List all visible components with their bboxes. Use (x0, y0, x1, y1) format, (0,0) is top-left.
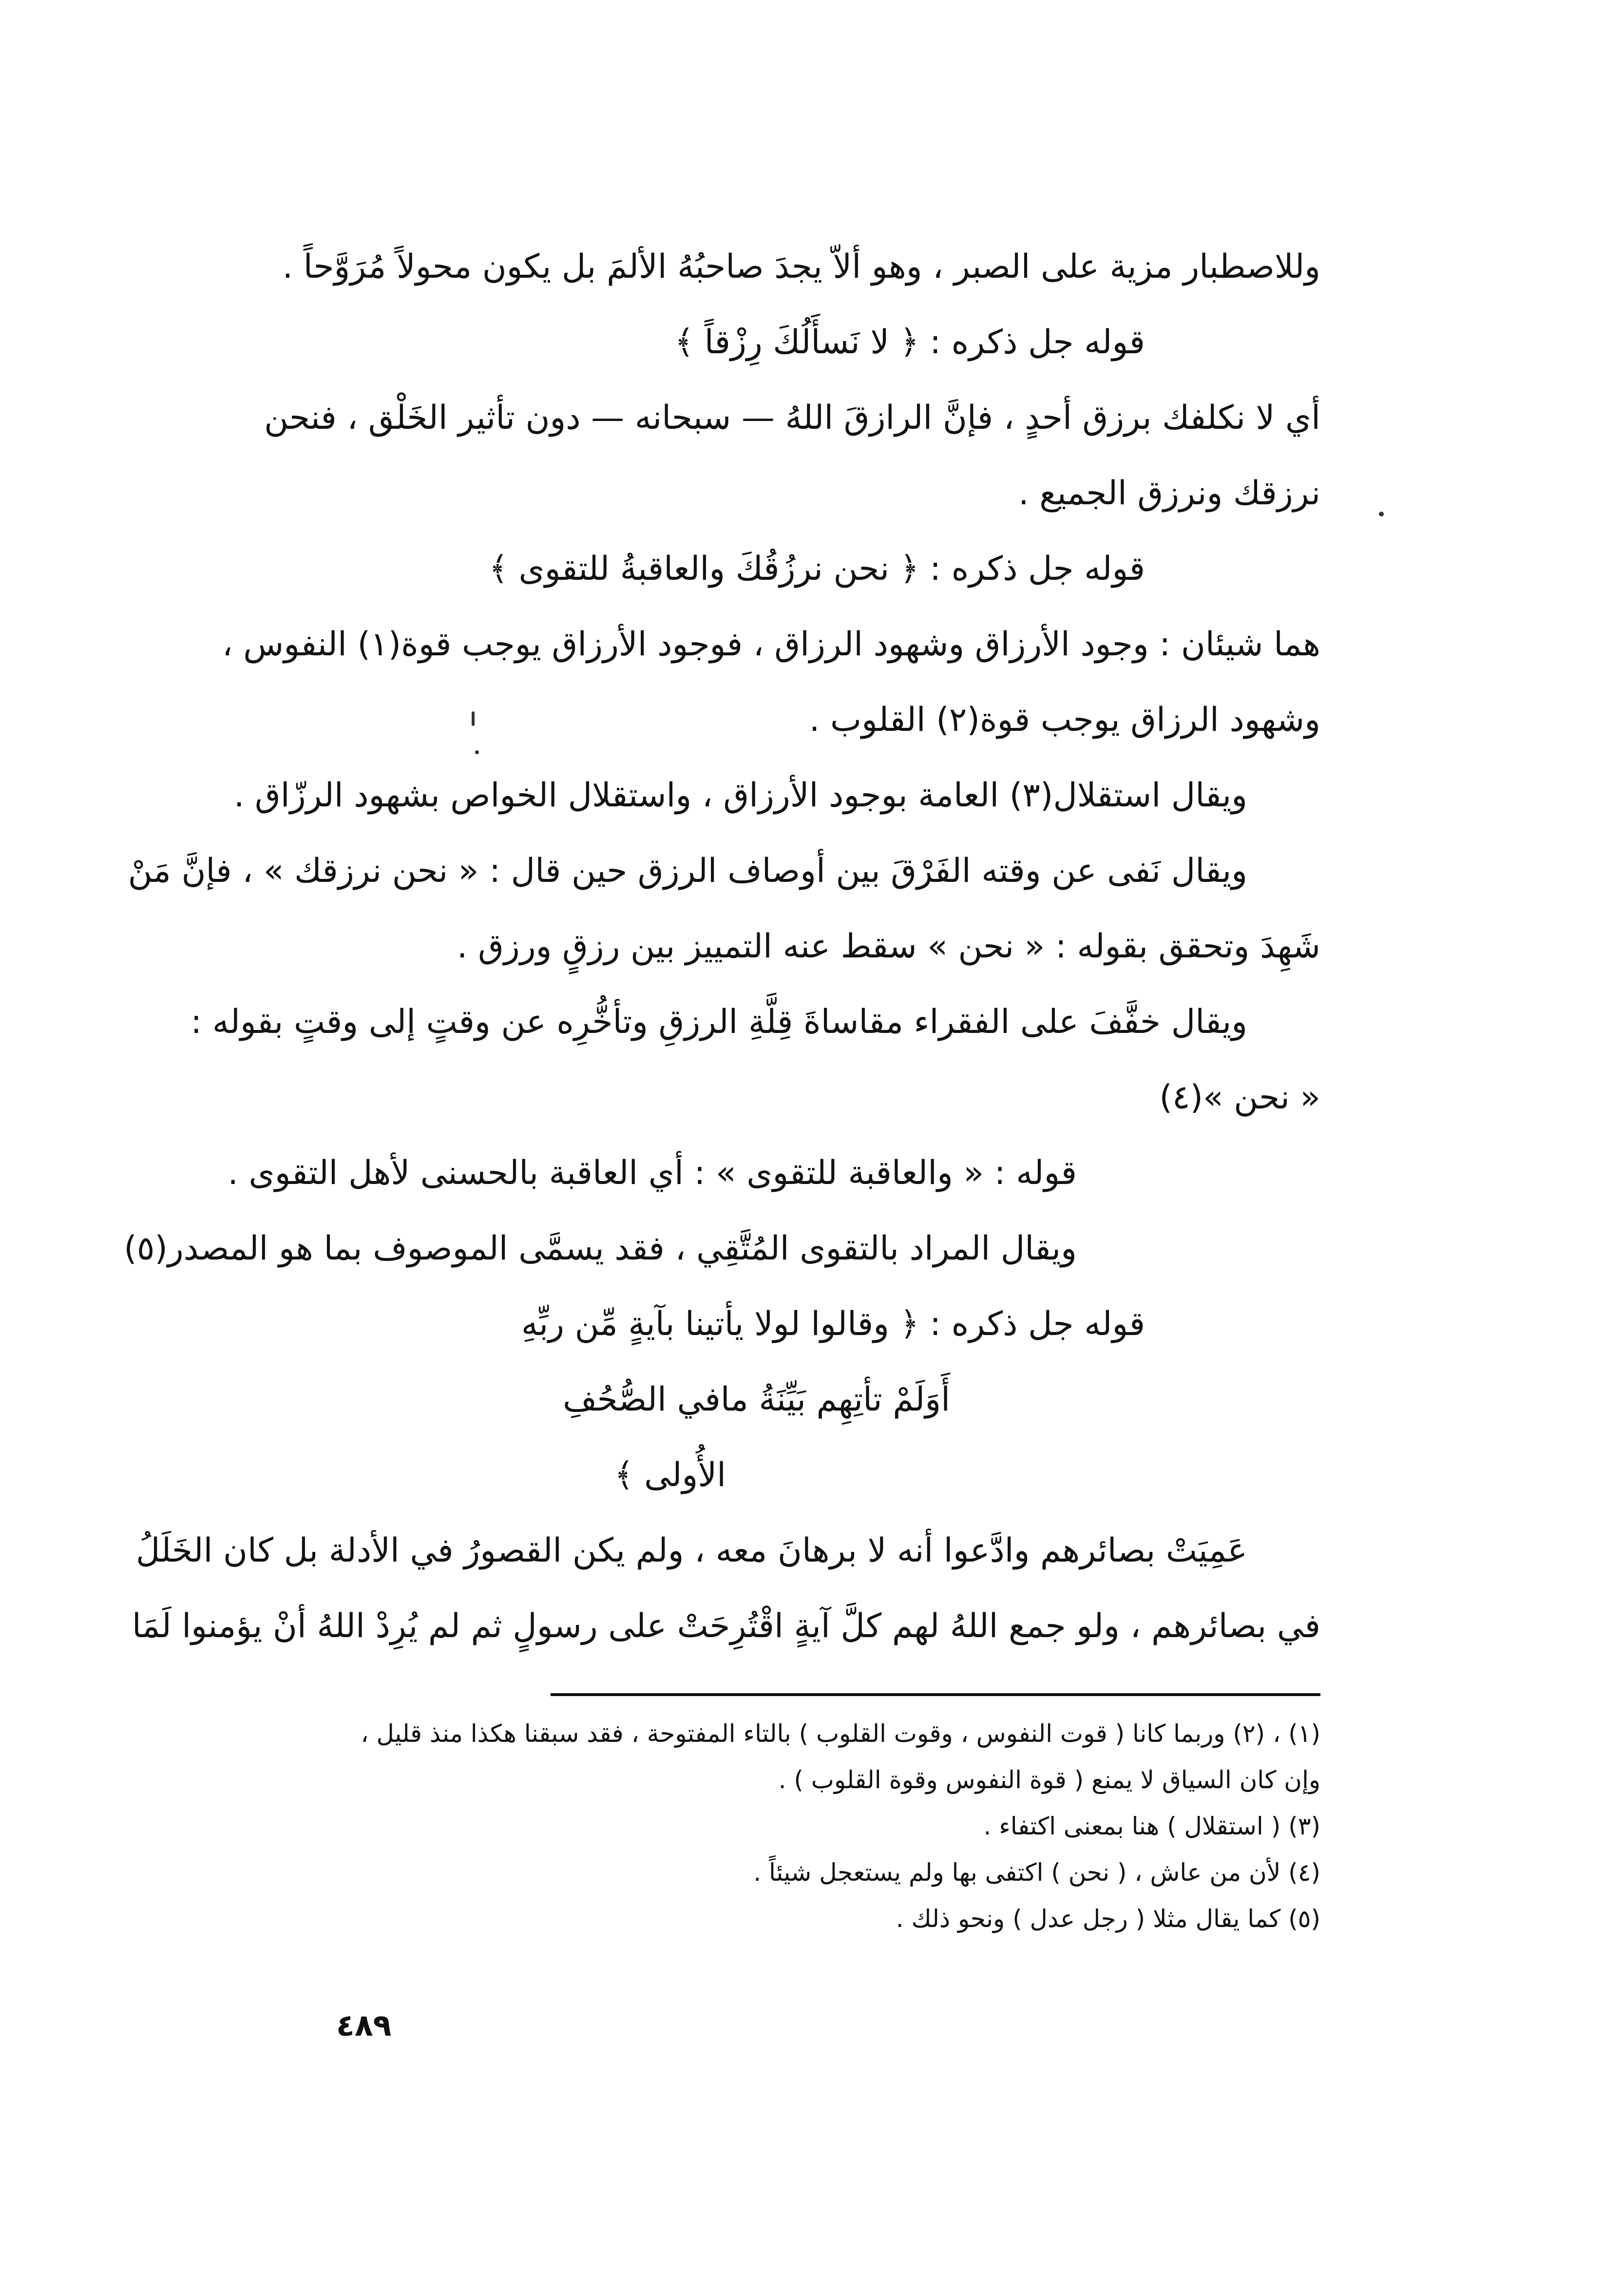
text-line: أي لا نكلفك برزق أحدٍ ، فإنَّ الرازقَ اللهُ — سبحانه — دون تأثير الخَلْق ، فنحن (264, 399, 1320, 437)
verse-line: أَوَلَمْ تأتِهِم بَيِّنَةُ مافي الصُّحُفِ (563, 1380, 950, 1419)
scan-speck (475, 750, 479, 754)
verse-heading: قوله جل ذكره : ﴿ نحن نرزُقُكَ والعاقبةُ للتقوى ﴾ (489, 550, 1145, 588)
text-line: في بصائرهم ، ولو جمع اللهُ لهم كلَّ آيةٍ اقْتُرِحَتْ على رسولٍ ثم لم يُرِدْ اللهُ أنْ يؤمنوا لَمَا (132, 1607, 1320, 1645)
text-line: وشهود الرزاق يوجب قوة(٢) القلوب . (809, 701, 1320, 739)
footnote: وإن كان السياق لا يمنع ( قوة النفوس وقوة القلوب ) . (778, 1766, 1320, 1794)
text-line: قوله : « والعاقبة للتقوى » : أي العاقبة بالحسنى لأهل التقوى . (228, 1154, 1077, 1192)
footnote: (٤) لأن من عاش ، ( نحن ) اكتفى بها ولم يستعجل شيئاً . (753, 1858, 1320, 1887)
text-line: شَهِدَ وتحقق بقوله : « نحن » سقط عنه التمييز بين رزقٍ ورزق . (457, 927, 1320, 966)
text-line: « نحن »(٤) (1159, 1078, 1320, 1117)
main-text (124, 229, 1320, 1942)
verse-line: الأُولى ﴾ (614, 1456, 726, 1494)
text-line: ويقال استقلال(٣) العامة بوجود الأرزاق ، واستقلال الخواص بشهود الرزّاق . (233, 776, 1247, 815)
footnote: (٣) ( استقلال ) هنا بمعنى اكتفاء . (983, 1812, 1320, 1840)
scan-speck (1379, 512, 1384, 516)
footnote-divider (551, 1693, 1320, 1696)
verse-heading: قوله جل ذكره : ﴿ لا نَسأَلُكَ رِزْقاً ﴾ (674, 323, 1145, 362)
text-line: ويقال خفَّفَ على الفقراء مقاساةَ قِلَّةِ الرزقِ وتأخُّرِه عن وقتٍ إلى وقتٍ بقوله : (191, 1003, 1247, 1041)
text-line: ويقال نَفى عن وقته الفَرْقَ بين أوصاف الرزق حين قال : « نحن نرزقك » ، فإنَّ مَنْ (128, 852, 1247, 890)
text-line: ويقال المراد بالتقوى المُتَّقِي ، فقد يسمَّى الموصوف بما هو المصدر(٥) (124, 1229, 1077, 1268)
footnote: (٥) كما يقال مثلا ( رجل عدل ) ونحو ذلك . (896, 1905, 1320, 1933)
page-number: ٤٨٩ (336, 2007, 392, 2043)
text-line: هما شيئان : وجود الأرزاق وشهود الرزاق ، فوجود الأرزاق يوجب قوة(١) النفوس ، (222, 625, 1320, 664)
footnote: (١) ، (٢) وربما كانا ( قوت النفوس ، وقوت القلوب ) بالتاء المفتوحة ، فقد سبقنا هكذا منذ قليل ، (361, 1719, 1320, 1748)
text-line: عَمِيَتْ بصائرهم وادَّعوا أنه لا برهانَ معه ، ولم يكن القصورُ في الأدلة بل كان الخَلَلُ (135, 1531, 1247, 1570)
text-line: وللاصطبار مزية على الصبر ، وهو ألاّ يجدَ صاحبُهُ الألمَ بل يكون محولاً مُرَوَّحاً . (282, 248, 1320, 286)
footnotes (273, 1711, 1320, 1942)
text-line: نرزقك ونرزق الجميع . (1018, 474, 1320, 513)
scan-speck (472, 711, 475, 726)
verse-heading: قوله جل ذكره : ﴿ وقالوا لولا يأتينا بآيةٍ مِّن ربِّهِ (521, 1305, 1145, 1343)
